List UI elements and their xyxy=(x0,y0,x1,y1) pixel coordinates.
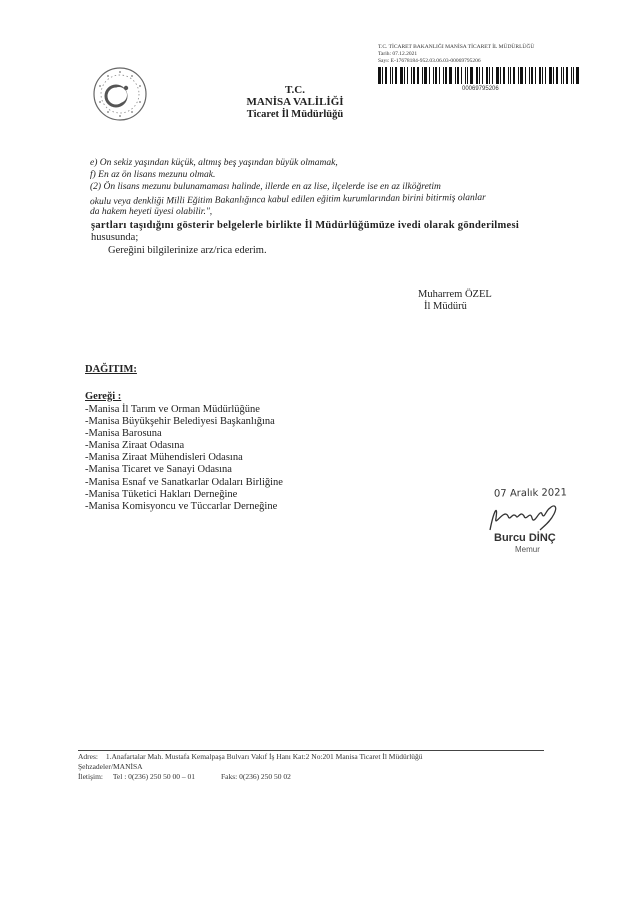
barcode-bar xyxy=(489,67,490,84)
barcode-bar xyxy=(461,67,462,84)
footer-contact-row xyxy=(78,772,291,782)
header-valilik: MANİSA VALİLİĞİ xyxy=(246,96,344,108)
barcode-bar xyxy=(529,67,530,84)
distribution-subheading: Gereği : xyxy=(85,391,122,402)
barcode-bar xyxy=(503,67,505,84)
barcode-bar xyxy=(411,67,412,84)
barcode-bar xyxy=(424,67,427,84)
paragraph-text: şartları taşıdığını gösterir belgelerle birlikte İl Müdürlüğümüze ivedi olarak gönderilmesi xyxy=(91,220,520,231)
barcode-bar xyxy=(553,67,554,84)
barcode-bar xyxy=(492,67,493,84)
item-2-line3: da hakem heyeti üyesi olabilir.", xyxy=(90,207,213,217)
barcode-bar xyxy=(417,67,419,84)
fax-text: Faks: 0(236) 250 50 02 xyxy=(220,772,291,781)
list-item: -Manisa Büyükşehir Belediyesi Başkanlığına xyxy=(85,416,275,428)
barcode-bar xyxy=(496,67,499,84)
barcode-bar xyxy=(525,67,526,84)
barcode-bar xyxy=(429,67,430,84)
item-2-line2: okulu veya denkliği Milli Eğitim Bakanlığınca kabul edilen eğitim kurumlarından birini bitirmiş olanlar xyxy=(89,192,486,208)
barcode-bar xyxy=(556,67,558,84)
barcode-bar xyxy=(455,67,456,84)
item-2-line1: (2) Ön lisans mezunu bulunamaması halinde, illerde en az lise, ilçelerde ise en az ilköğretim xyxy=(90,182,441,192)
barcode-bar xyxy=(470,67,473,84)
stamp-date: 07 Aralık 2021 xyxy=(493,487,568,500)
list-item: -Manisa Barosuna xyxy=(85,428,162,440)
barcode-bar xyxy=(467,67,468,84)
barcode-bar xyxy=(465,67,466,84)
list-item: -Manisa Tüketici Hakları Derneğine xyxy=(85,488,238,500)
doc-institution-line: T.C. TİCARET BAKANLIĞI MANİSA TİCARET İL MÜDÜRLÜĞÜ xyxy=(378,44,535,50)
barcode-bar xyxy=(563,67,564,84)
handwritten-signature xyxy=(484,500,566,534)
list-item: -Manisa Ziraat Odasına xyxy=(85,440,185,452)
barcode-bar xyxy=(439,67,440,84)
barcode-bar xyxy=(407,67,408,84)
barcode-bar xyxy=(476,67,478,84)
barcode-bar xyxy=(404,67,405,84)
barcode-bar xyxy=(571,67,572,84)
barcode-bar xyxy=(510,67,511,84)
paragraph-line1 xyxy=(91,220,551,231)
barcode-bar xyxy=(486,67,488,84)
distribution-list xyxy=(85,404,283,513)
barcode-bar xyxy=(443,67,444,84)
barcode-bar xyxy=(479,67,480,84)
barcode-bar xyxy=(545,67,546,84)
list-item: -Manisa Komisyoncu ve Tüccarlar Derneğine xyxy=(85,500,278,512)
footer-district: Şehzadeler/MANİSA xyxy=(78,762,143,771)
header-tc: T.C. xyxy=(285,84,305,96)
barcode-bar xyxy=(549,67,552,84)
list-item: -Manisa Ziraat Mühendisleri Odasına xyxy=(85,452,243,464)
barcode-bar xyxy=(513,67,515,84)
barcode-bar xyxy=(520,67,523,84)
barcode-bar xyxy=(385,67,387,84)
barcode-bar xyxy=(561,67,562,84)
barcode-bar xyxy=(390,67,391,84)
distribution-heading: DAĞITIM: xyxy=(85,364,137,375)
list-item: -Manisa Ticaret ve Sanayi Odasına xyxy=(85,464,232,476)
paragraph-line2: hususunda; xyxy=(91,232,139,243)
barcode-bar xyxy=(576,67,579,84)
barcode-bar xyxy=(457,67,459,84)
phone-text: Tel : 0(236) 250 50 00 – 01 xyxy=(112,772,196,781)
closing-line: Gereğini bilgilerinize arz/rica ederim. xyxy=(108,245,267,256)
ministry-logo xyxy=(92,66,148,122)
barcode-bar xyxy=(566,67,568,84)
barcode-bar xyxy=(445,67,447,84)
barcode-bar xyxy=(482,67,483,84)
address-label: Adres: xyxy=(78,752,98,761)
barcode-bar xyxy=(433,67,434,84)
barcode-number: 00069795206 xyxy=(462,86,499,92)
signer-title: İl Müdürü xyxy=(424,301,467,312)
doc-date-line: Tarih: 07.12.2021 xyxy=(378,51,418,57)
barcode-bar xyxy=(518,67,519,84)
barcode-bar xyxy=(422,67,423,84)
barcode-bar xyxy=(449,67,452,84)
address-text: 1.Anafartalar Mah. Mustafa Kemalpaşa Bulvarı Vakıf İş Hanı Kat:2 No:201 Manisa Ticaret İl Müdürlüğü xyxy=(105,752,423,761)
barcode-bar xyxy=(382,67,383,84)
barcode-bar xyxy=(378,67,381,84)
barcode-bar xyxy=(395,67,397,84)
footer-address-row xyxy=(78,752,423,762)
header-mudurluk: Ticaret İl Müdürlüğü xyxy=(246,109,344,120)
barcode-bar xyxy=(535,67,536,84)
barcode xyxy=(378,67,586,84)
stamp-role: Memur xyxy=(515,545,540,554)
list-item: -Manisa Esnaf ve Sanatkarlar Odaları Birliğine xyxy=(85,476,283,488)
barcode-bar xyxy=(573,67,574,84)
barcode-bar xyxy=(400,67,403,84)
stamp-name: Burcu DİNÇ xyxy=(494,532,556,544)
footer-divider xyxy=(78,750,544,751)
barcode-bar xyxy=(542,67,543,84)
doc-number-line: Sayı: E-17678184-952.03.06.03-00069795206 xyxy=(378,58,481,64)
item-e: e) On sekiz yaşından küçük, altmış beş yaşından büyük olmamak, xyxy=(90,158,338,168)
signer-name: Muharrem ÖZEL xyxy=(418,289,492,300)
barcode-bar xyxy=(392,67,393,84)
barcode-bar xyxy=(508,67,509,84)
barcode-bar xyxy=(500,67,501,84)
barcode-bar xyxy=(539,67,541,84)
barcode-bar xyxy=(435,67,437,84)
item-f: f) En az ön lisans mezunu olmak. xyxy=(90,170,216,180)
list-item: -Manisa İl Tarım ve Orman Müdürlüğüne xyxy=(85,404,260,415)
barcode-bar xyxy=(531,67,533,84)
barcode-bar xyxy=(413,67,415,84)
contact-label: İletişim: xyxy=(78,772,103,781)
